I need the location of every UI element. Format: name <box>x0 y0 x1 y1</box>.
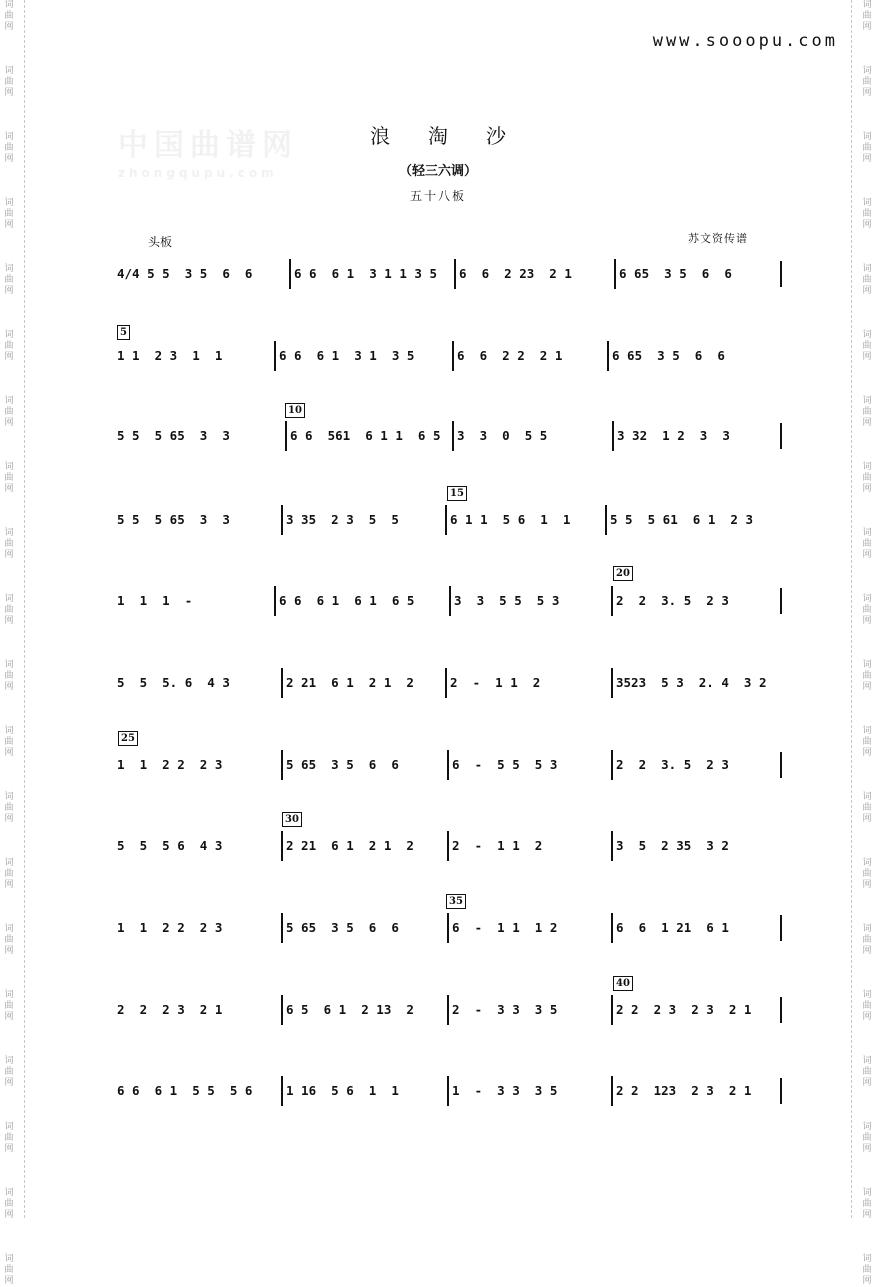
score-line-4 <box>117 505 782 535</box>
measure: 5 65 3 5 6 6 <box>281 750 447 780</box>
measure: 3 3 5 5 5 3 <box>449 586 611 616</box>
measure-number: 35 <box>446 894 466 909</box>
background-watermark-sub: zhongqupu.com <box>118 166 278 180</box>
measure: 6 6 561 6 1 1 6 5 <box>285 421 452 451</box>
measure-number: 20 <box>613 566 633 581</box>
measure: 2 2 2 3 2 3 2 1 <box>611 995 782 1025</box>
barline <box>780 1078 782 1104</box>
measure: 2 2 3. 5 2 3 <box>611 750 782 780</box>
measure: 5 5 5 65 3 3 <box>117 428 230 443</box>
score-line-5 <box>117 586 782 616</box>
measure: 2 21 6 1 2 1 2 <box>281 668 445 698</box>
measure: 1 1 2 2 2 3 <box>117 920 223 935</box>
score-key: （轻三六调） <box>398 164 477 179</box>
banner-label: 头板 <box>148 235 173 249</box>
measure: 3 5 2 35 3 2 <box>611 831 782 861</box>
right-side-watermark: 词 曲 网 词 曲 网 词 曲 网 词 曲 网 词 曲 网 词 曲 网 词 曲 网 词 曲 网 词 曲 网 词 曲 网 词 曲 网 词 曲 网 词 曲 网 词 曲 网 词 曲 网 词 曲 网 词 曲 网 词 曲 网 词 曲 网 词 曲 网 <box>862 0 872 1286</box>
background-watermark-text: 中国曲谱网 <box>118 128 298 163</box>
measure: 3 32 1 2 3 3 <box>612 421 782 451</box>
measure-number: 25 <box>118 731 138 746</box>
score-line-9 <box>117 913 782 943</box>
measure: 1 1 1 - <box>117 593 193 608</box>
measure: 6 6 1 21 6 1 <box>611 913 782 943</box>
left-side-watermark: 词 曲 网 词 曲 网 词 曲 网 词 曲 网 词 曲 网 词 曲 网 词 曲 网 词 曲 网 词 曲 网 词 曲 网 词 曲 网 词 曲 网 词 曲 网 词 曲 网 词 曲 网 词 曲 网 词 曲 网 词 曲 网 词 曲 网 词 曲 网 <box>4 0 14 1286</box>
measure: 3 3 0 5 5 <box>452 421 612 451</box>
measure: 3523 5 3 2. 4 3 2 <box>611 668 782 698</box>
website-header: www.sooopu.com <box>652 31 838 51</box>
measure: 6 1 1 5 6 1 1 <box>445 505 605 535</box>
measure-number: 40 <box>613 976 633 991</box>
barline <box>780 588 782 614</box>
barline <box>780 752 782 778</box>
score-line-10 <box>117 995 782 1025</box>
measure: 6 5 6 1 2 13 2 <box>281 995 447 1025</box>
measure: 6 - 5 5 5 3 <box>447 750 611 780</box>
score-line-3 <box>117 421 782 451</box>
measure: 6 6 6 1 3 1 1 3 5 <box>289 259 454 289</box>
score-line-8 <box>117 831 782 861</box>
measure: 6 65 3 5 6 6 <box>614 259 782 289</box>
measure: 1 - 3 3 3 5 <box>447 1076 611 1106</box>
barline <box>780 915 782 941</box>
measure-number: 10 <box>285 403 305 418</box>
measure-number: 30 <box>282 812 302 827</box>
measure: 5 5 5 6 4 3 <box>117 838 223 853</box>
measure: 2 - 1 1 2 <box>445 668 611 698</box>
barline <box>780 261 782 287</box>
credit-label: 苏文资传谱 <box>688 232 748 245</box>
measure: 4/4 5 5 3 5 6 6 <box>117 266 253 281</box>
measure: 6 65 3 5 6 6 <box>607 341 782 371</box>
measure: 2 2 123 2 3 2 1 <box>611 1076 782 1106</box>
measure: 1 16 5 6 1 1 <box>281 1076 447 1106</box>
measure: 2 2 3. 5 2 3 <box>611 586 782 616</box>
barline <box>780 997 782 1023</box>
measure: 1 1 2 2 2 3 <box>117 757 223 772</box>
measure: 2 2 2 3 2 1 <box>117 1002 223 1017</box>
barline <box>780 423 782 449</box>
measure: 2 - 1 1 2 <box>447 831 611 861</box>
measure: 5 5 5 61 6 1 2 3 <box>605 505 782 535</box>
measure: 5 5 5 65 3 3 <box>117 512 230 527</box>
measure: 6 6 2 2 2 1 <box>452 341 607 371</box>
measure: 6 6 6 1 5 5 5 6 <box>117 1083 253 1098</box>
measure: 6 - 1 1 1 2 <box>447 913 611 943</box>
score-title: 浪淘沙 <box>370 124 544 148</box>
score-line-6 <box>117 668 782 698</box>
measure: 5 65 3 5 6 6 <box>281 913 447 943</box>
measure: 2 - 3 3 3 5 <box>447 995 611 1025</box>
score-line-11 <box>117 1076 782 1106</box>
measure-number: 5 <box>117 325 130 340</box>
measure: 6 6 6 1 6 1 6 5 <box>274 586 449 616</box>
measure-number: 15 <box>447 486 467 501</box>
measure: 3 35 2 3 5 5 <box>281 505 445 535</box>
score-line-1 <box>117 259 782 289</box>
score-tempo: 五十八板 <box>409 189 466 203</box>
score-line-2 <box>117 341 782 371</box>
measure: 2 21 6 1 2 1 2 <box>281 831 447 861</box>
score-line-7 <box>117 750 782 780</box>
measure: 5 5 5. 6 4 3 <box>117 675 230 690</box>
measure: 1 1 2 3 1 1 <box>117 348 223 363</box>
measure: 6 6 2 23 2 1 <box>454 259 614 289</box>
measure: 6 6 6 1 3 1 3 5 <box>274 341 452 371</box>
